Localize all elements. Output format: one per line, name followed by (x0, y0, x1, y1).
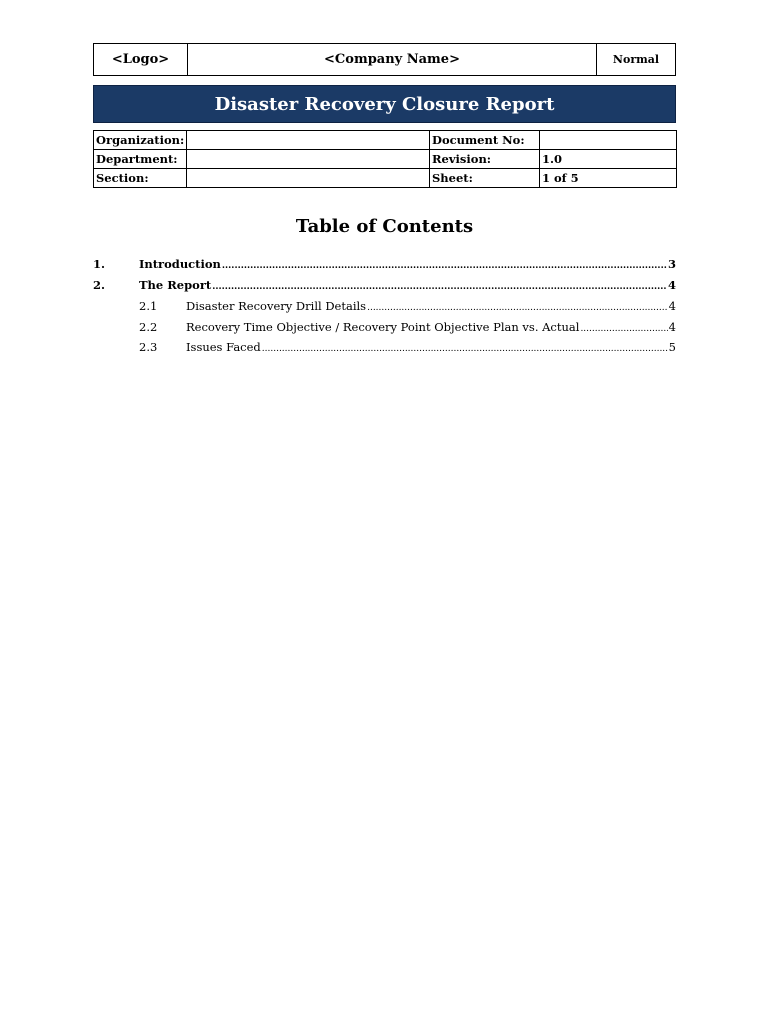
document-page (93, 43, 676, 361)
toc-entry-title: Introduction (139, 257, 221, 271)
toc-dot-leader (580, 324, 667, 334)
table-of-contents (93, 257, 676, 361)
toc-dot-leader (262, 344, 668, 354)
meta-label: Document No: (430, 131, 540, 150)
meta-row-organization (94, 131, 677, 150)
toc-entry-page: 4 (668, 299, 676, 313)
meta-value (540, 131, 677, 150)
report-title: Disaster Recovery Closure Report (214, 93, 555, 115)
document-meta-table (93, 130, 677, 188)
meta-value (187, 150, 430, 169)
toc-entry[interactable] (93, 320, 676, 341)
meta-label: Department: (94, 150, 187, 169)
meta-value: 1.0 (540, 150, 677, 169)
document-header (93, 43, 676, 76)
meta-label: Sheet: (430, 169, 540, 188)
logo-placeholder: <Logo> (94, 44, 188, 75)
toc-entry-page: 4 (668, 319, 676, 334)
toc-entry-title: Recovery Time Objective / Recovery Point Objective Plan vs. Actual (186, 319, 580, 334)
toc-entry-number: 2. (93, 278, 106, 292)
report-title-banner (93, 85, 676, 123)
toc-dot-leader (212, 282, 667, 292)
toc-entry-title: Issues Faced (186, 340, 261, 354)
meta-label: Organization: (94, 131, 187, 150)
meta-label: Revision: (430, 150, 540, 169)
meta-row-section (94, 169, 677, 188)
company-name: <Company Name> (188, 44, 597, 75)
toc-dot-leader (367, 303, 668, 313)
toc-dot-leader (222, 261, 667, 271)
toc-entry-page: 5 (668, 340, 676, 354)
classification-label: Normal (612, 53, 660, 66)
toc-entry-title: Disaster Recovery Drill Details (186, 299, 367, 313)
meta-row-department (94, 150, 677, 169)
toc-entry-title: The Report (139, 278, 212, 292)
toc-entry-number: 2.1 (139, 299, 158, 313)
toc-entry[interactable] (93, 340, 676, 361)
toc-heading: Table of Contents (295, 216, 474, 237)
meta-value: 1 of 5 (540, 169, 677, 188)
toc-entry[interactable] (93, 299, 676, 320)
meta-value (187, 131, 430, 150)
meta-value (187, 169, 430, 188)
toc-entry-page: 3 (667, 257, 676, 271)
toc-entry-number: 2.2 (139, 319, 158, 334)
toc-entry[interactable] (93, 278, 676, 299)
meta-label: Section: (94, 169, 187, 188)
toc-entry[interactable] (93, 257, 676, 278)
toc-entry-number: 1. (93, 257, 106, 271)
toc-entry-number: 2.3 (139, 340, 158, 354)
toc-entry-page: 4 (667, 278, 676, 292)
